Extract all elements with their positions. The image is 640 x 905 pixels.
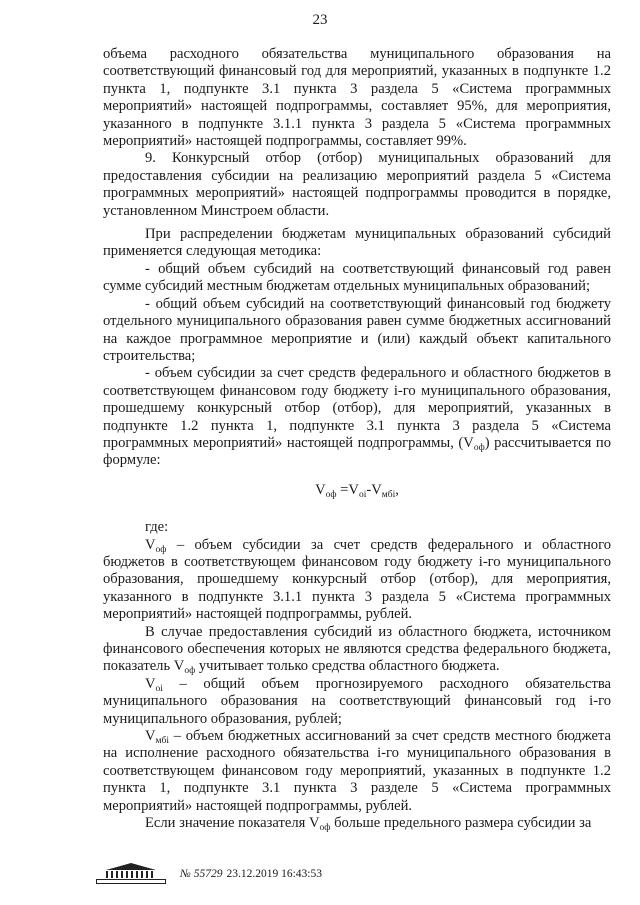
where-label: где: [145, 519, 169, 536]
paragraph-item-9: 9. Конкурсный отбор (отбор) муниципальных образований для предоставления субсидии на реализацию мероприятий раздела 5 «Система программных мероприятий» настоящей подпрограммы проводится в порядке, установленном Минстроем области. [103, 150, 611, 219]
bullet-federal-regional-subsidy: - объем субсидии за счет средств федерального и областного бюджетов в соответствующем финансовом году бюджету i-го муниципального образования, прошедшему конкурсный отбор (отбор), для мероприятий, указанных в подпункте 1.2 пункта 1, подпункте 3.1 пункта 3 раздела 5 «Система программных мероприятий» настоящей подпрограммы, $(V_{оф})$ рассчитывается по формуле: [103, 365, 611, 469]
registration-datetime: 23.12.2019 16:43:53 [226, 868, 322, 880]
document-body [103, 46, 611, 832]
definition-v-mbi: $V_{мбi}$ – объем бюджетных ассигнований за счет средств местного бюджета на исполнение расходного обязательства i-го муниципального образования в соответствующем финансовом году мероприятий, указанных в подпункте 1.2 пункта 1, подпункте 3.1 пункта 3 разделе 5 «Система программных мероприятий» настоящей подпрограммы, рублей. [103, 728, 611, 814]
document-footer [92, 862, 322, 886]
paragraph-continuation: объема расходного обязательства муниципального образования на соответствующий финансовый год для мероприятий, указанных в подпункте 1.2 пункта 1, подпункте 3.1 пункта 3 раздела 5 «Система программных мероприятий» настоящей подпрограммы, составляет 95%, для мероприятия, указанного в подпункте 3.1.1 пункта 3 раздела 5 «Система программных мероприятий» настоящей подпрограммы, составляет 99%. [103, 46, 611, 150]
registration-number: № 55729 [180, 868, 223, 880]
definition-v-oi: $V_{oi}$ – общий объем прогнозируемого расходного обязательства муниципального образования на соответствующий финансовый год i-го муниципального образования, рублей; [103, 675, 611, 727]
bullet-total-subsidies: - общий объем субсидий на соответствующий финансовый год равен сумме субсидий местным бюджетам отдельных муниципальных образований; [103, 260, 611, 295]
bullet-municipal-subsidy: - общий объем субсидий на соответствующий финансовый год бюджету отдельного муниципального образования равен сумме бюджетных ассигнований на каждое программное мероприятие и (или) каждый объект капитального строительства; [103, 295, 611, 364]
page-number: 23 [312, 12, 328, 28]
paragraph-regional-only: В случае предоставления субсидий из областного бюджета, источником финансового обеспечения которых не являются средства федерального бюджета, показатель $V_{оф}$ учитывает только средства областного бюджета. [103, 623, 611, 677]
paragraph-limit-condition: Если значение показателя $V_{оф}$ больше предельного размера субсидии за [145, 815, 592, 834]
definition-v-of: $V_{оф}$ – объем субсидии за счет средств федерального и областного бюджетов в соответствующем финансовом году бюджету i-го муниципального образования, прошедшему конкурсный отбор (отбор), для мероприятия, указанного в подпункте 3.1.1 пункта 3 раздела 5 «Система программных мероприятий» настоящей подпрограммы, рублей. [103, 536, 611, 623]
paragraph-methodology-intro: При распределении бюджетам муниципальных образований субсидий применяется следующая методика: [103, 226, 611, 260]
government-emblem-icon [92, 863, 170, 885]
formula: $V_{оф} =V_{oi}-V_{мбi}$, [315, 481, 399, 500]
